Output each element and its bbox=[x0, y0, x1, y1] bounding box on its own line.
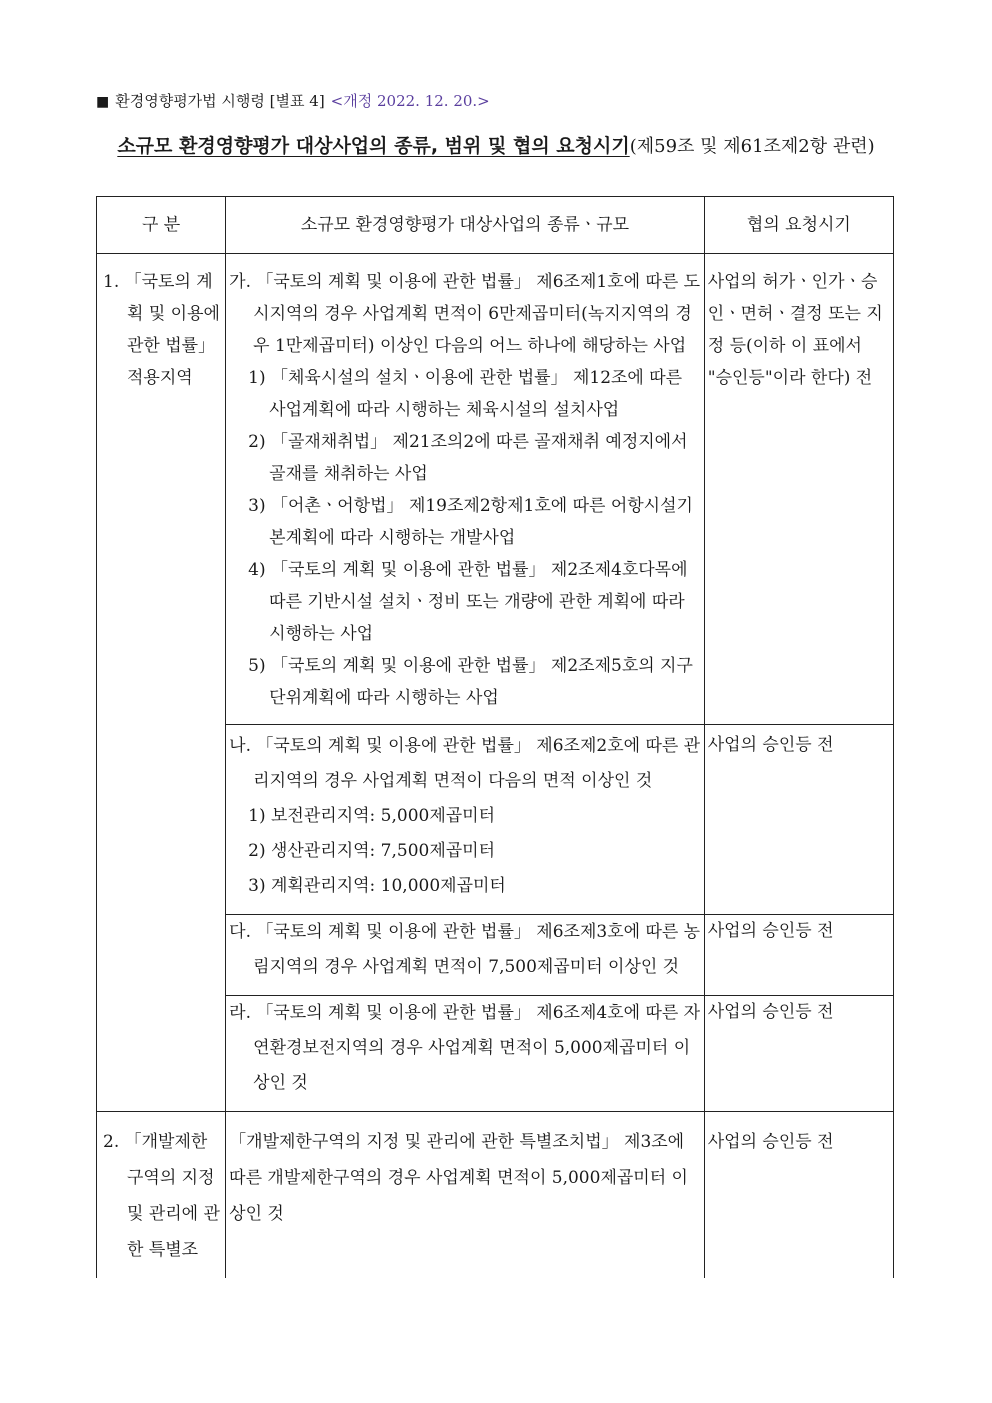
timing-text: 사업의 승인등 전 bbox=[707, 921, 834, 941]
item-ga: 가. 「국토의 계획 및 이용에 관한 법률」 제6조제1호에 따른 도시지역의 경우 사업계획 면적이 6만제곱미터(녹지지역의 경우 1만제곱미터) 이상인 다음의 어느 하나에 해당하는 사업 bbox=[229, 272, 701, 356]
title-sub: (제59조 및 제61조제2항 관련) bbox=[629, 136, 875, 157]
content-cell-na bbox=[226, 725, 705, 915]
header-type-scale: 소규모 환경영향평가 대상사업의 종류ㆍ규모 bbox=[226, 197, 705, 254]
header-timing: 협의 요청시기 bbox=[704, 197, 893, 254]
content-cell-ga bbox=[226, 254, 705, 725]
table-row bbox=[97, 1112, 894, 1279]
timing-cell-ra bbox=[704, 996, 893, 1112]
timing-cell-na bbox=[704, 725, 893, 915]
sub-item: 3) 계획관리지역: 10,000제곱미터 bbox=[248, 876, 506, 896]
header-category: 구 분 bbox=[97, 197, 226, 254]
item-da: 다. 「국토의 계획 및 이용에 관한 법률」 제6조제3호에 따른 농림지역의 경우 사업계획 면적이 7,500제곱미터 이상인 것 bbox=[229, 922, 701, 977]
document-title bbox=[96, 130, 896, 163]
sub-item: 3) 「어촌ㆍ어항법」 제19조제2항제1호에 따른 어항시설기본계획에 따라 시행하는 개발사업 bbox=[248, 496, 693, 548]
timing-text: 사업의 승인등 전 bbox=[707, 735, 834, 755]
timing-cell-da bbox=[704, 915, 893, 996]
sub-item: 4) 「국토의 계획 및 이용에 관한 법률」 제2조제4호다목에 따른 기반시설 설치ㆍ정비 또는 개량에 관한 계획에 따라 시행하는 사업 bbox=[248, 560, 688, 644]
category-cell bbox=[97, 254, 226, 1112]
square-bullet-icon: ■ bbox=[96, 94, 110, 110]
timing-cell-gb bbox=[704, 1112, 893, 1279]
table-row bbox=[97, 254, 894, 725]
category-label: 2. 「개발제한구역의 지정 및 관리에 관한 특별조 bbox=[103, 1132, 220, 1260]
sub-item: 2) 「골재채취법」 제21조의2에 따른 골재채취 예정지에서 골재를 채취하는 사업 bbox=[248, 432, 688, 484]
title-main: 소규모 환경영향평가 대상사업의 종류, 범위 및 협의 요청시기 bbox=[117, 135, 630, 157]
revision-link[interactable]: <개정 2022. 12. 20.> bbox=[330, 92, 490, 110]
sub-item: 2) 생산관리지역: 7,500제곱미터 bbox=[248, 841, 496, 861]
timing-cell-ga bbox=[704, 254, 893, 725]
item-ra: 라. 「국토의 계획 및 이용에 관한 법률」 제6조제4호에 따른 자연환경보전지역의 경우 사업계획 면적이 5,000제곱미터 이상인 것 bbox=[229, 1003, 701, 1093]
timing-text: 사업의 승인등 전 bbox=[707, 1002, 834, 1022]
sub-item: 1) 보전관리지역: 5,000제곱미터 bbox=[248, 806, 496, 826]
document-header bbox=[96, 90, 490, 111]
law-reference: 환경영향평가법 시행령 [별표 4] bbox=[115, 92, 325, 110]
table-header-row bbox=[97, 197, 894, 254]
item-gb: 「개발제한구역의 지정 및 관리에 관한 특별조치법」 제3조에 따른 개발제한구역의 경우 사업계획 면적이 5,000제곱미터 이상인 것 bbox=[229, 1132, 688, 1224]
content-cell-gb bbox=[226, 1112, 705, 1279]
item-na: 나. 「국토의 계획 및 이용에 관한 법률」 제6조제2호에 따른 관리지역의 경우 사업계획 면적이 다음의 면적 이상인 것 bbox=[229, 736, 701, 791]
sub-item: 5) 「국토의 계획 및 이용에 관한 법률」 제2조제5호의 지구단위계획에 따라 시행하는 사업 bbox=[248, 656, 693, 708]
project-table bbox=[96, 196, 894, 1278]
category-cell bbox=[97, 1112, 226, 1279]
timing-text: 사업의 허가ㆍ인가ㆍ승인ㆍ면허ㆍ결정 또는 지정 등(이하 이 표에서 "승인등"이라 한다) 전 bbox=[707, 272, 883, 388]
content-cell-da bbox=[226, 915, 705, 996]
sub-item: 1) 「체육시설의 설치ㆍ이용에 관한 법률」 제12조에 따른 사업계획에 따라 시행하는 체육시설의 설치사업 bbox=[248, 368, 683, 420]
timing-text: 사업의 승인등 전 bbox=[707, 1132, 834, 1152]
content-cell-ra bbox=[226, 996, 705, 1112]
category-label: 1. 「국토의 계획 및 이용에 관한 법률」 적용지역 bbox=[103, 272, 220, 388]
